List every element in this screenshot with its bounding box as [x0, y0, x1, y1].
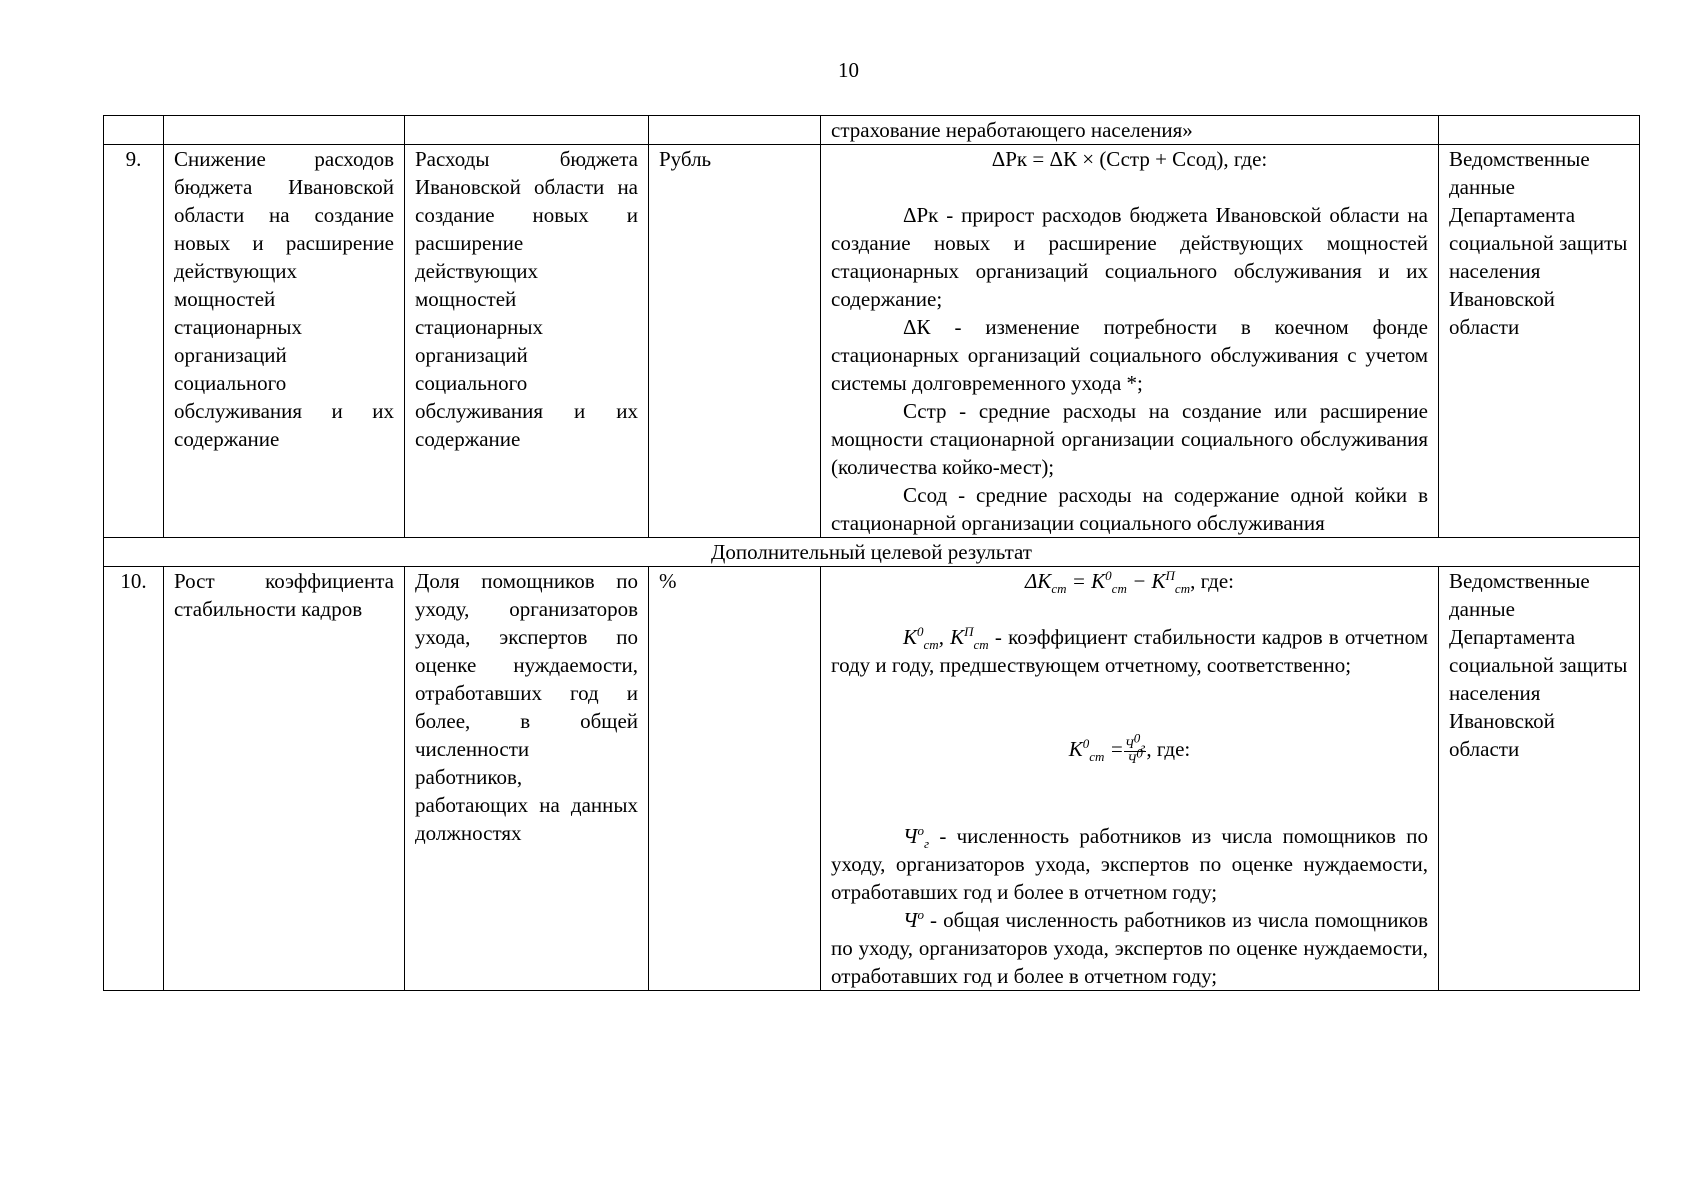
unit: % — [649, 567, 821, 991]
section-header: Дополнительный целевой результат — [104, 538, 1640, 567]
table-row-9 — [104, 145, 1640, 538]
continuation-text: страхование неработающего населения» — [821, 116, 1439, 145]
row-number: 9. — [104, 145, 164, 538]
formula-explanation: $K^0_{ст}$, $K^П_{ст}$ - коэффициент стабильности кадров в отчетном году и году, предшествующем отчетному, соответственно; — [831, 624, 1428, 677]
section-header-row — [104, 538, 1640, 567]
data-source: Ведомственные данные Департамента социальной защиты населения Ивановской области — [1439, 567, 1640, 991]
calculation-method — [821, 145, 1439, 538]
table-row-continuation — [104, 116, 1640, 145]
unit: Рубль — [649, 145, 821, 538]
formula-delta-k: $\Delta K_{ст} = K^0_{ст} - K^П_{ст}$, где: — [1024, 568, 1235, 597]
formula-explanation: $Ч^о$ - общая численность работников из числа помощников по уходу, организаторов ухода, экспертов по оценке нуждаемости, отработавших год и более в отчетном году; — [831, 906, 1428, 988]
indicators-table — [103, 115, 1640, 991]
formula-explanation: ΔРк - прирост расходов бюджета Ивановской области на создание новых и расширение действующих мощностей стационарных организаций социального обслуживания и их содержание; — [831, 203, 1428, 311]
indicator-definition: Расходы бюджета Ивановской области на создание новых и расширение действующих мощностей стационарных организаций социального обслуживания и их содержание — [405, 145, 649, 538]
formula-explanation: Ссод - средние расходы на содержание одной койки в стационарной организации социального обслуживания — [831, 483, 1428, 535]
table-row-10 — [104, 567, 1640, 991]
data-source: Ведомственные данные Департамента социальной защиты населения Ивановской области — [1439, 145, 1640, 538]
calculation-method — [821, 567, 1439, 991]
indicator-name: Снижение расходов бюджета Ивановской области на создание новых и расширение действующих мощностей стационарных организаций социального обслуживания и их содержание — [164, 145, 405, 538]
formula-explanation: ΔК - изменение потребности в коечном фонде стационарных организаций социального обслуживания с учетом системы долговременного ухода *; — [831, 315, 1428, 395]
formula: ΔРк = ΔК × (Сстр + Ссод), где: — [991, 147, 1268, 171]
formula-k0: $K^0_{ст}$ = $\frac{Ч^0_г}{Ч^0}$ , где: — [1068, 730, 1191, 766]
indicator-definition: Доля помощников по уходу, организаторов ухода, экспертов по оценке нуждаемости, отработавших год и более, в общей численности работников, работающих на данных должностях — [405, 567, 649, 991]
formula-explanation: $Ч^о_г$ - численность работников из числа помощников по уходу, организаторов ухода, экспертов по оценке нуждаемости, отработавших год и более в отчетном году; — [831, 822, 1428, 904]
row-number: 10. — [104, 567, 164, 991]
indicator-name: Рост коэффициента стабильности кадров — [164, 567, 405, 991]
formula-explanation: Сстр - средние расходы на создание или расширение мощности стационарной организации социального обслуживания (количества койко-мест); — [831, 399, 1428, 479]
page-number: 10 — [838, 58, 859, 82]
